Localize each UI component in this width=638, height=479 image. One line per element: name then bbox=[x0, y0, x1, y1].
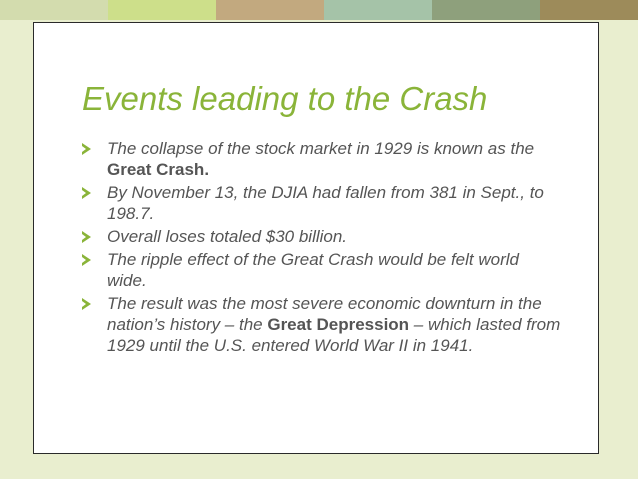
bullet-emphasis: Great Crash. bbox=[107, 160, 210, 179]
top-band-segment bbox=[432, 0, 540, 20]
top-band-segment bbox=[324, 0, 432, 20]
arrow-bullet-icon bbox=[82, 143, 91, 155]
arrow-bullet-icon bbox=[82, 298, 91, 310]
bullet-text: – which lasted from 1929 until the U.S. entered World War II in 1941. bbox=[107, 315, 561, 355]
top-band-segment bbox=[216, 0, 324, 20]
bullet-item bbox=[82, 182, 562, 224]
arrow-bullet-icon bbox=[82, 231, 91, 243]
bullet-text: The ripple effect of the Great Crash would be felt world wide. bbox=[107, 250, 519, 290]
top-band-segment bbox=[108, 0, 216, 20]
arrow-bullet-icon bbox=[82, 187, 91, 199]
bullet-text: By November 13, the DJIA had fallen from 381 in Sept., to 198.7. bbox=[107, 183, 544, 223]
bullet-item bbox=[82, 249, 562, 291]
bullet-item bbox=[82, 138, 562, 180]
bullet-text: Overall loses totaled $30 billion. bbox=[107, 227, 348, 246]
bullet-list bbox=[82, 138, 562, 358]
arrow-bullet-icon bbox=[82, 254, 91, 266]
bullet-text: The collapse of the stock market in 1929 is known as the bbox=[107, 139, 535, 158]
bullet-emphasis: Great Depression bbox=[267, 315, 410, 334]
top-band-segment bbox=[0, 0, 108, 20]
bullet-item bbox=[82, 293, 562, 356]
bullet-text: The result was the most severe economic downturn in the nation’s history – the bbox=[107, 294, 542, 334]
bullet-item bbox=[82, 226, 562, 247]
top-band-segment bbox=[540, 0, 638, 20]
slide-title: Events leading to the Crash bbox=[82, 80, 488, 117]
